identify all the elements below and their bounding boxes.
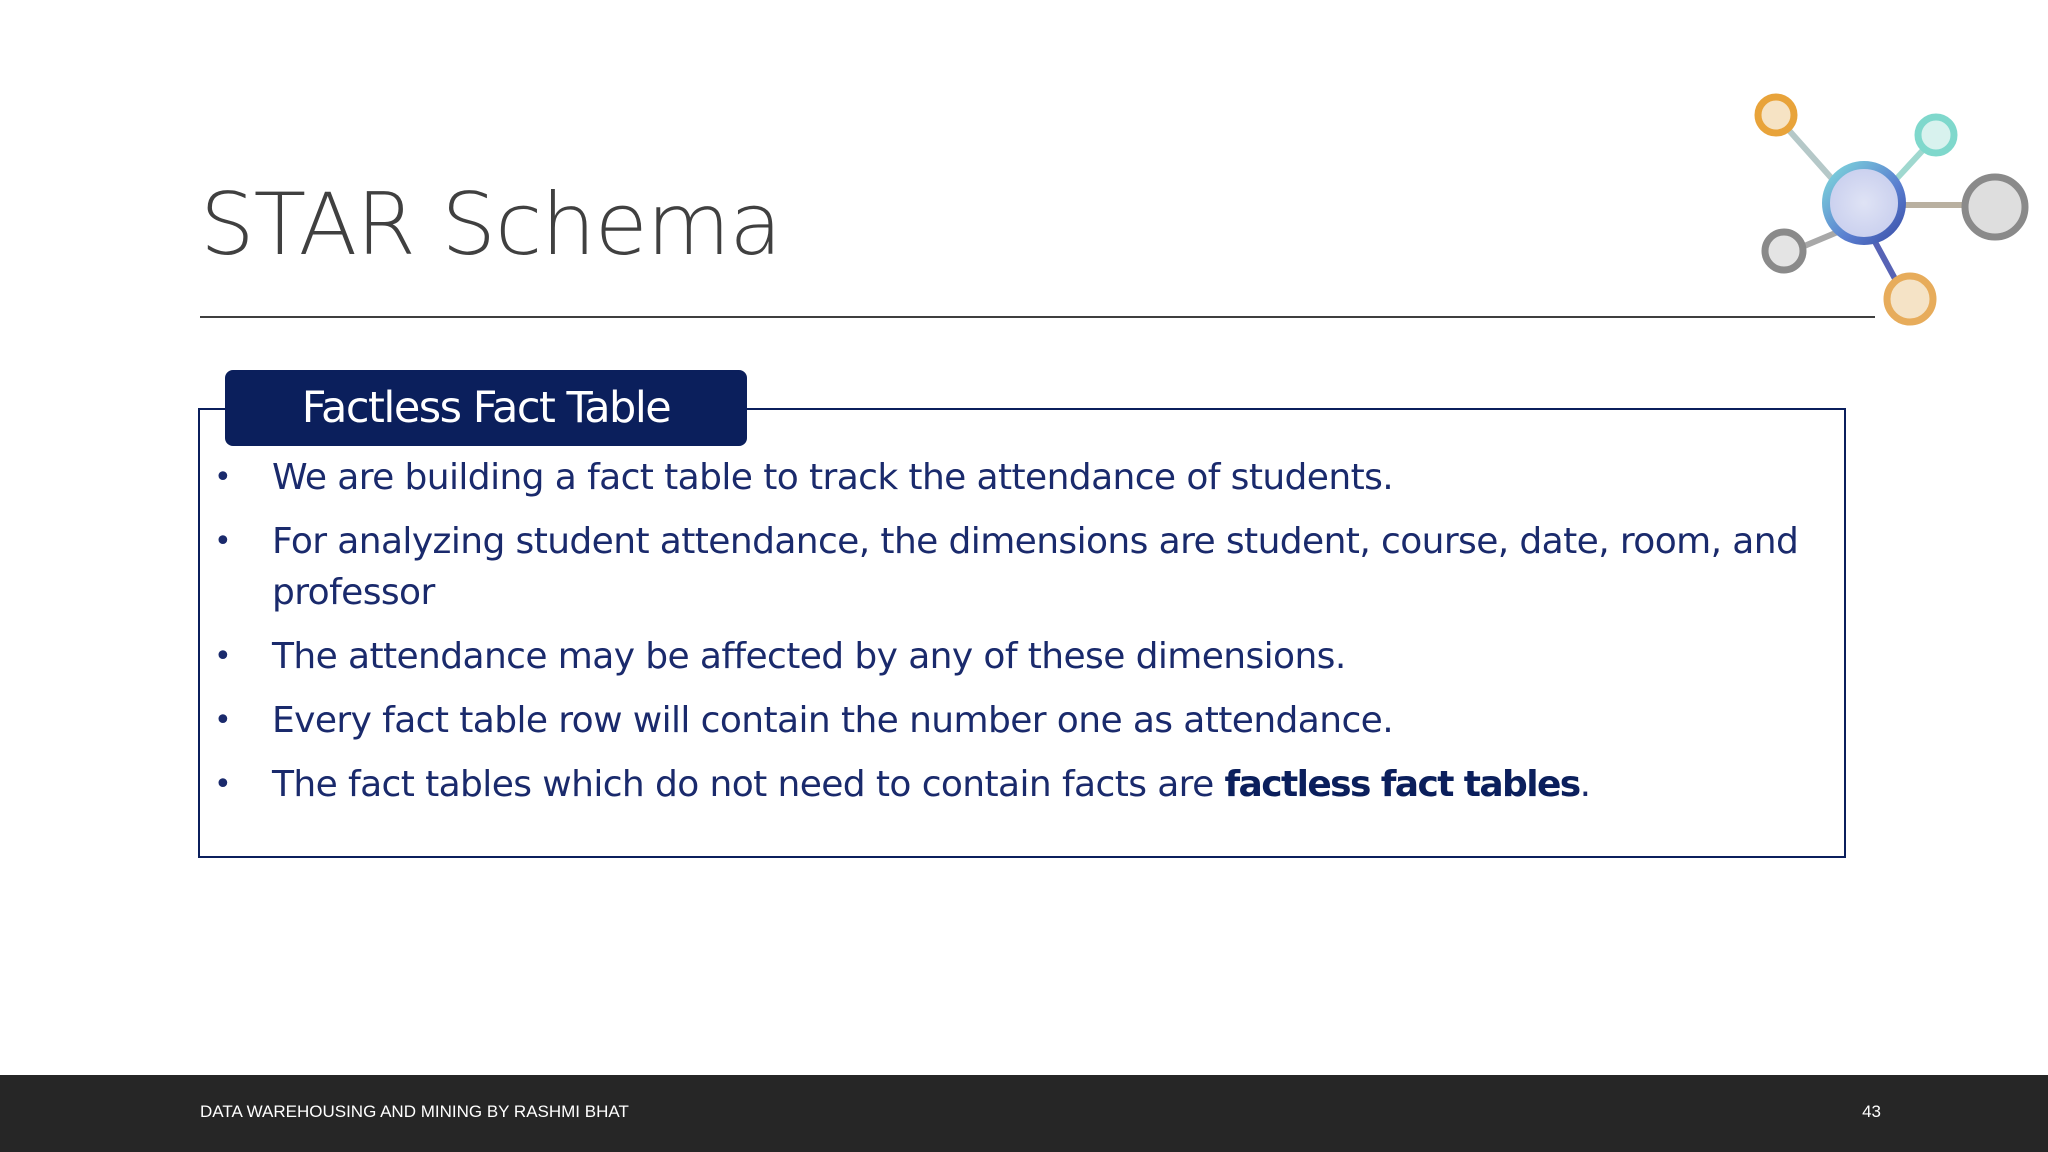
bullet-text-before: The fact tables which do not need to contain facts are [272, 764, 1225, 805]
bullet-item [210, 695, 1820, 746]
bullet-item [210, 516, 1820, 618]
bullet-list [210, 452, 1820, 823]
section-label-tab [225, 370, 747, 446]
slide-title: STAR Schema [200, 175, 782, 275]
bullet-item [210, 452, 1820, 503]
footer-bar [0, 1075, 2048, 1152]
bullet-icon: • [214, 639, 232, 674]
bullet-emphasis: factless fact tables [1224, 764, 1580, 805]
bullet-text: Every fact table row will contain the number one as attendance. [272, 700, 1394, 741]
title-divider [200, 316, 1875, 318]
section-label: Factless Fact Table [301, 383, 671, 433]
footer-credit: DATA WAREHOUSING AND MINING BY RASHMI BHAT [200, 1102, 629, 1121]
bullet-text: We are building a fact table to track the attendance of students. [272, 457, 1394, 498]
bullet-icon: • [214, 703, 232, 738]
bullet-text-after: . [1579, 764, 1591, 805]
bullet-icon: • [214, 524, 232, 559]
bullet-text: The attendance may be affected by any of these dimensions. [272, 636, 1346, 677]
bullet-icon: • [214, 767, 232, 802]
bullet-text: For analyzing student attendance, the dimensions are student, course, date, room, and professor [272, 521, 1799, 613]
bullet-icon: • [214, 460, 232, 495]
network-nodes-icon [1740, 80, 2040, 340]
bullet-item [210, 631, 1820, 682]
bullet-item [210, 759, 1820, 810]
page-number: 43 [1862, 1102, 1881, 1121]
